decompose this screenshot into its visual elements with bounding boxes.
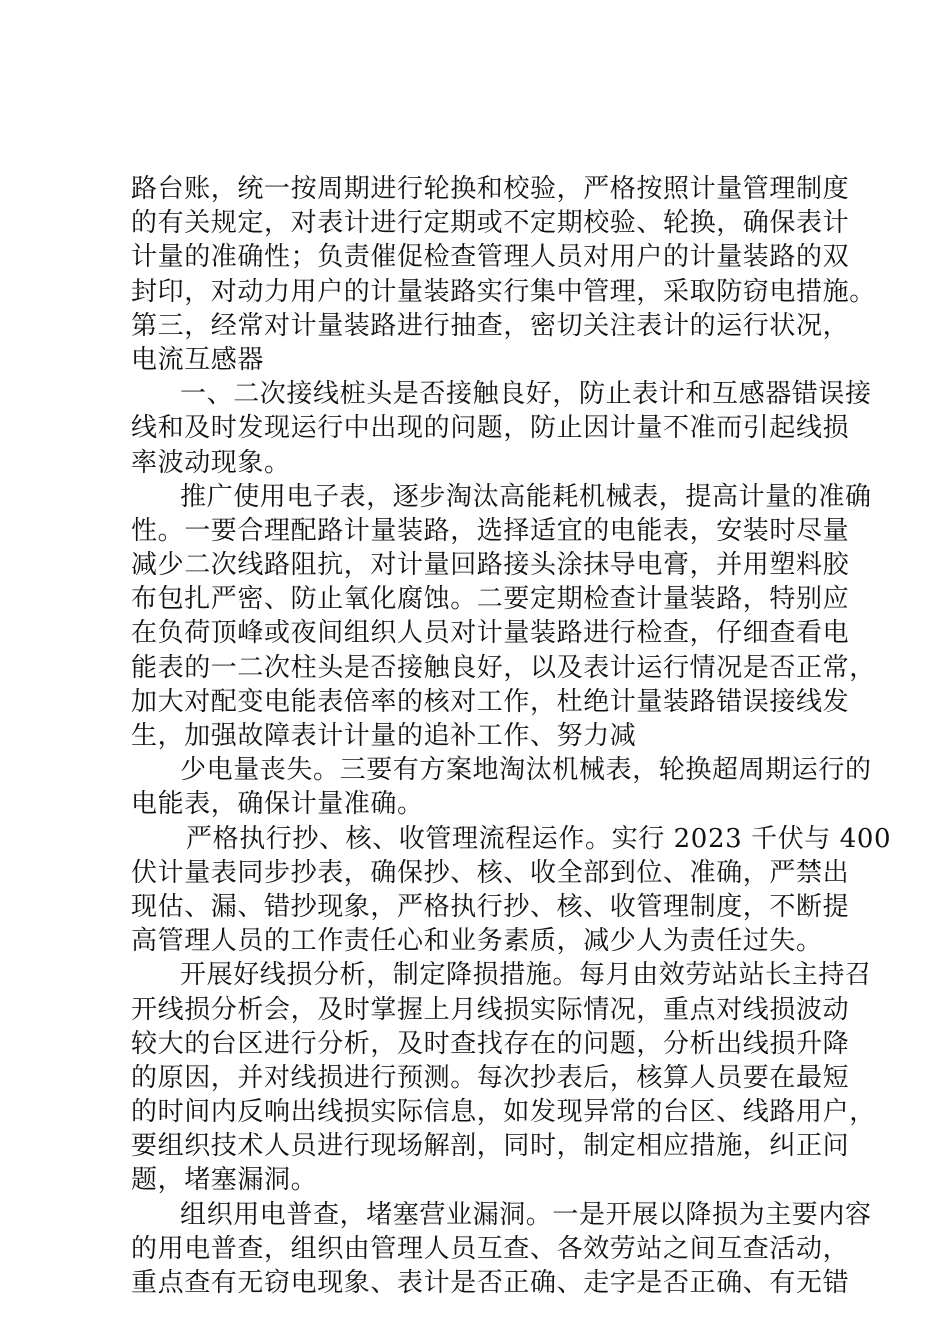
- text-line: 开线损分析会，及时掌握上月线损实际情况，重点对线损波动: [131, 994, 850, 1025]
- text-line: 性。一要合理配路计量装路，选择适宜的电能表，安装时尽量: [131, 515, 850, 546]
- text-line: 的用电普查，组织由管理人员互查、各效劳站之间互查活动，: [131, 1233, 850, 1264]
- paragraph-first-line: 一、二次接线桩头是否接触良好，防止表计和互感器错误接: [180, 379, 872, 410]
- text-line: 路台账，统一按周期进行轮换和校验，严格按照计量管理制度: [131, 174, 850, 204]
- text-line: 封印，对动力用户的计量装路实行集中管理，采取防窃电措施。: [131, 276, 876, 307]
- text-line: 布包扎严密、防止氧化腐蚀。二要定期检查计量装路，特别应: [131, 584, 850, 615]
- paragraph-first-line: 严格执行抄、核、收管理流程运作。实行 2023 千伏与 400: [186, 823, 892, 854]
- text-line: 高管理人员的工作责任心和业务素质，减少人为责任过失。: [131, 926, 823, 957]
- text-line: 要组织技术人员进行现场解剖，同时，制定相应措施，纠正问: [131, 1131, 850, 1162]
- text-line: 在负荷顶峰或夜间组织人员对计量装路进行检查，仔细查看电: [131, 618, 850, 649]
- text-line: 的有关规定，对表计进行定期或不定期校验、轮换，确保表计: [131, 208, 850, 239]
- text-line: 计量的准确性；负责催促检查管理人员对用户的计量装路的双: [131, 242, 850, 273]
- text-line: 题，堵塞漏洞。: [131, 1165, 318, 1196]
- text-line: 较大的台区进行分析，及时查找存在的问题，分析出线损升降: [131, 1028, 850, 1059]
- text-line: 线和及时发现运行中出现的问题，防止因计量不准而引起线损: [131, 413, 850, 444]
- paragraph-first-line: 推广使用电子表，逐步淘汰高能耗机械表，提高计量的准确: [180, 481, 872, 512]
- paragraph-first-line: 组织用电普查，堵塞营业漏洞。一是开展以降损为主要内容: [180, 1199, 872, 1230]
- text-line: 的时间内反响出线损实际信息，如发现异常的台区、线路用户，: [131, 1097, 876, 1128]
- text-line: 现估、漏、错抄现象，严格执行抄、核、收管理制度，不断提: [131, 891, 850, 922]
- text-line: 伏计量表同步抄表，确保抄、核、收全部到位、准确，严禁出: [131, 857, 850, 888]
- text-line: 生，加强故障表计计量的追补工作、努力减: [131, 721, 637, 751]
- text-line: 率波动现象。: [131, 447, 291, 478]
- text-line: 减少二次线路阻抗，对计量回路接头涂抹导电膏，并用塑料胶: [131, 550, 850, 581]
- text-line: 加大对配变电能表倍率的核对工作，杜绝计量装路错误接线发: [131, 686, 850, 717]
- document-body: [131, 172, 892, 1300]
- text-line: 电流互感器: [131, 344, 265, 375]
- text-line: 电能表，确保计量准确。: [131, 789, 424, 820]
- text-line: 重点查有无窃电现象、表计是否正确、走字是否正确、有无错: [131, 1268, 850, 1298]
- text-line: 第三，经常对计量装路进行抽查，密切关注表计的运行状况，: [131, 310, 850, 341]
- paragraph-first-line: 开展好线损分析，制定降损措施。每月由效劳站站长主持召: [180, 960, 872, 991]
- paragraph-first-line: 少电量丧失。三要有方案地淘汰机械表，轮换超周期运行的: [180, 755, 872, 786]
- text-line: 能表的一二次柱头是否接触良好，以及表计运行情况是否正常，: [131, 652, 876, 683]
- text-line: 的原因，并对线损进行预测。每次抄表后，核算人员要在最短: [131, 1062, 850, 1093]
